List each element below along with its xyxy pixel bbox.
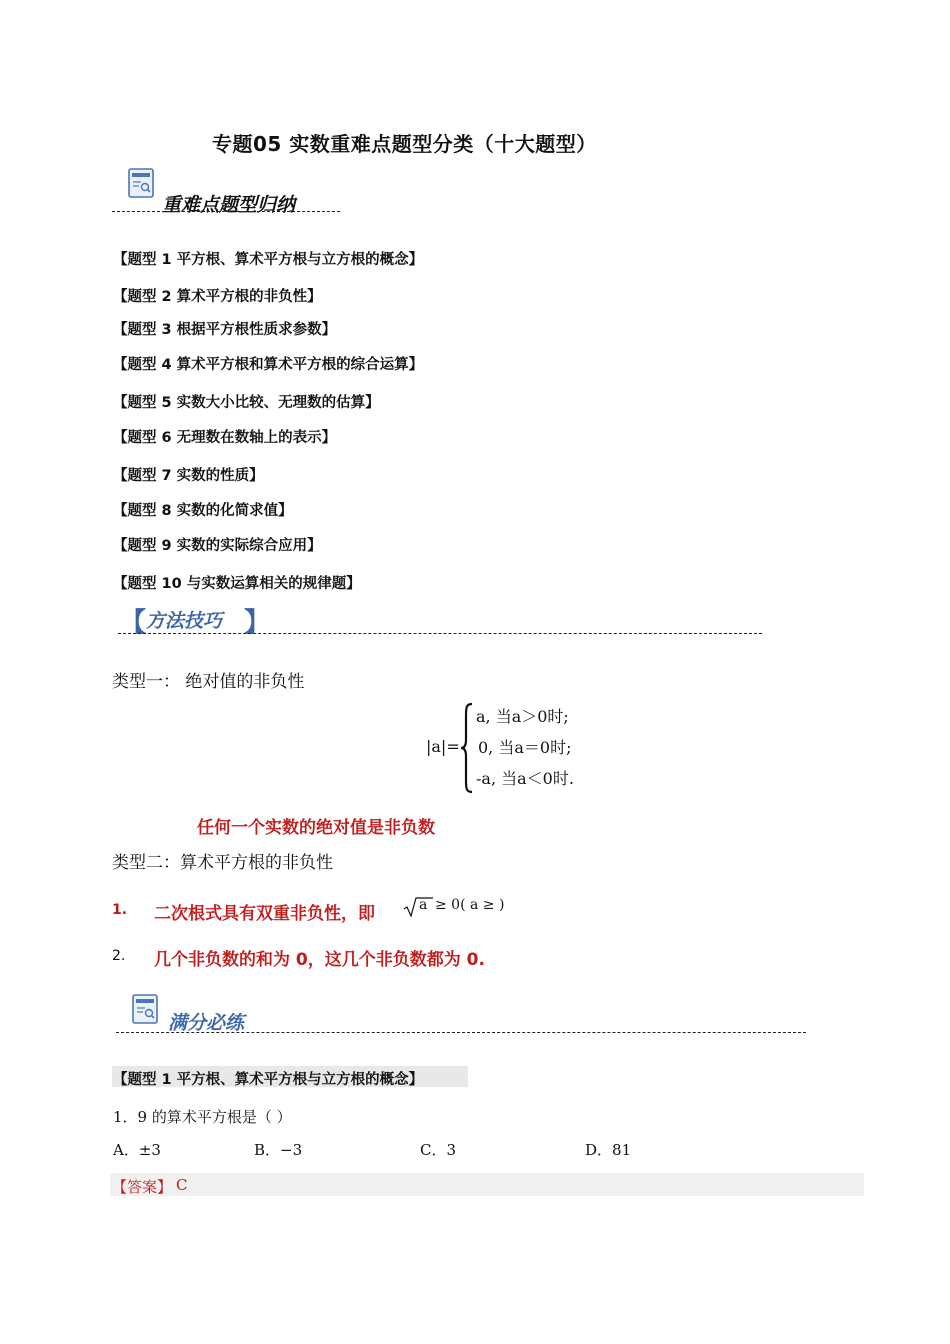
topic-item-10: 【题型 10 与实数运算相关的规律题】	[113, 576, 361, 592]
type2-heading: 类型二：算术平方根的非负性	[112, 853, 333, 873]
method-divider	[118, 633, 762, 634]
topic-item-7: 【题型 7 实数的性质】	[113, 468, 264, 484]
type1-heading: 类型一： 绝对值的非负性	[112, 672, 305, 692]
abs-case-zero: 0, 当a＝0时;	[478, 738, 572, 757]
abs-value-formula	[426, 700, 626, 796]
practice-section-label: 满分必练	[168, 1012, 245, 1034]
page-title: 专题05 实数重难点题型分类（十大题型）	[212, 132, 597, 156]
point1-formula	[403, 894, 513, 920]
option-c: C．3	[420, 1141, 457, 1159]
topic-item-8: 【题型 8 实数的化简求值】	[113, 503, 293, 519]
summary-section-header	[112, 168, 352, 218]
topic-item-1: 【题型 1 平方根、算术平方根与立方根的概念】	[113, 252, 424, 268]
method-close-bracket: 】	[244, 608, 271, 638]
type1-note: 任何一个实数的绝对值是非负数	[197, 818, 435, 838]
point2-number: 2.	[112, 948, 126, 964]
method-open-bracket: 【	[120, 608, 147, 638]
practice-topic-label: 【题型 1 平方根、算术平方根与立方根的概念】	[113, 1072, 424, 1088]
answer-bar	[110, 1173, 864, 1196]
option-b: B．−3	[254, 1141, 303, 1159]
topic-item-3: 【题型 3 根据平方根性质求参数】	[113, 322, 337, 338]
topic-item-5: 【题型 5 实数大小比较、无理数的估算】	[113, 395, 380, 411]
method-section-label: 方法技巧	[146, 610, 223, 632]
practice-section-header	[112, 994, 812, 1038]
topic-item-2: 【题型 2 算术平方根的非负性】	[113, 289, 322, 305]
document-search-icon	[128, 168, 154, 198]
option-a: A．±3	[113, 1141, 161, 1159]
answer-value: C	[176, 1176, 188, 1194]
sqrt-icon	[403, 896, 433, 918]
point1-text: 二次根式具有双重非负性，即	[154, 904, 375, 924]
topic-item-4: 【题型 4 算术平方根和算术平方根的综合运算】	[113, 357, 424, 373]
summary-section-label: 重难点题型归纳	[162, 194, 296, 216]
question-1: 1．9 的算术平方根是（ ）	[113, 1108, 292, 1126]
topic-item-6: 【题型 6 无理数在数轴上的表示】	[113, 430, 337, 446]
document-search-icon	[132, 994, 158, 1024]
point1-number: 1.	[112, 902, 128, 918]
topic-item-9: 【题型 9 实数的实际综合应用】	[113, 538, 322, 554]
point1-formula-rest: ≥ 0( a ≥ )	[435, 897, 505, 913]
abs-case-negative: -a, 当a＜0时.	[476, 769, 574, 788]
practice-divider	[116, 1032, 806, 1033]
point2-text: 几个非负数的和为 0，这几个非负数都为 0.	[154, 950, 485, 970]
summary-divider	[112, 211, 340, 212]
abs-formula-lhs: |a|=	[426, 737, 460, 756]
option-d: D．81	[585, 1141, 632, 1159]
answer-label: 【答案】	[112, 1178, 173, 1196]
brace-icon	[460, 702, 474, 794]
abs-case-positive: a, 当a＞0时;	[476, 707, 569, 726]
sqrt-radicand: a	[419, 897, 428, 913]
